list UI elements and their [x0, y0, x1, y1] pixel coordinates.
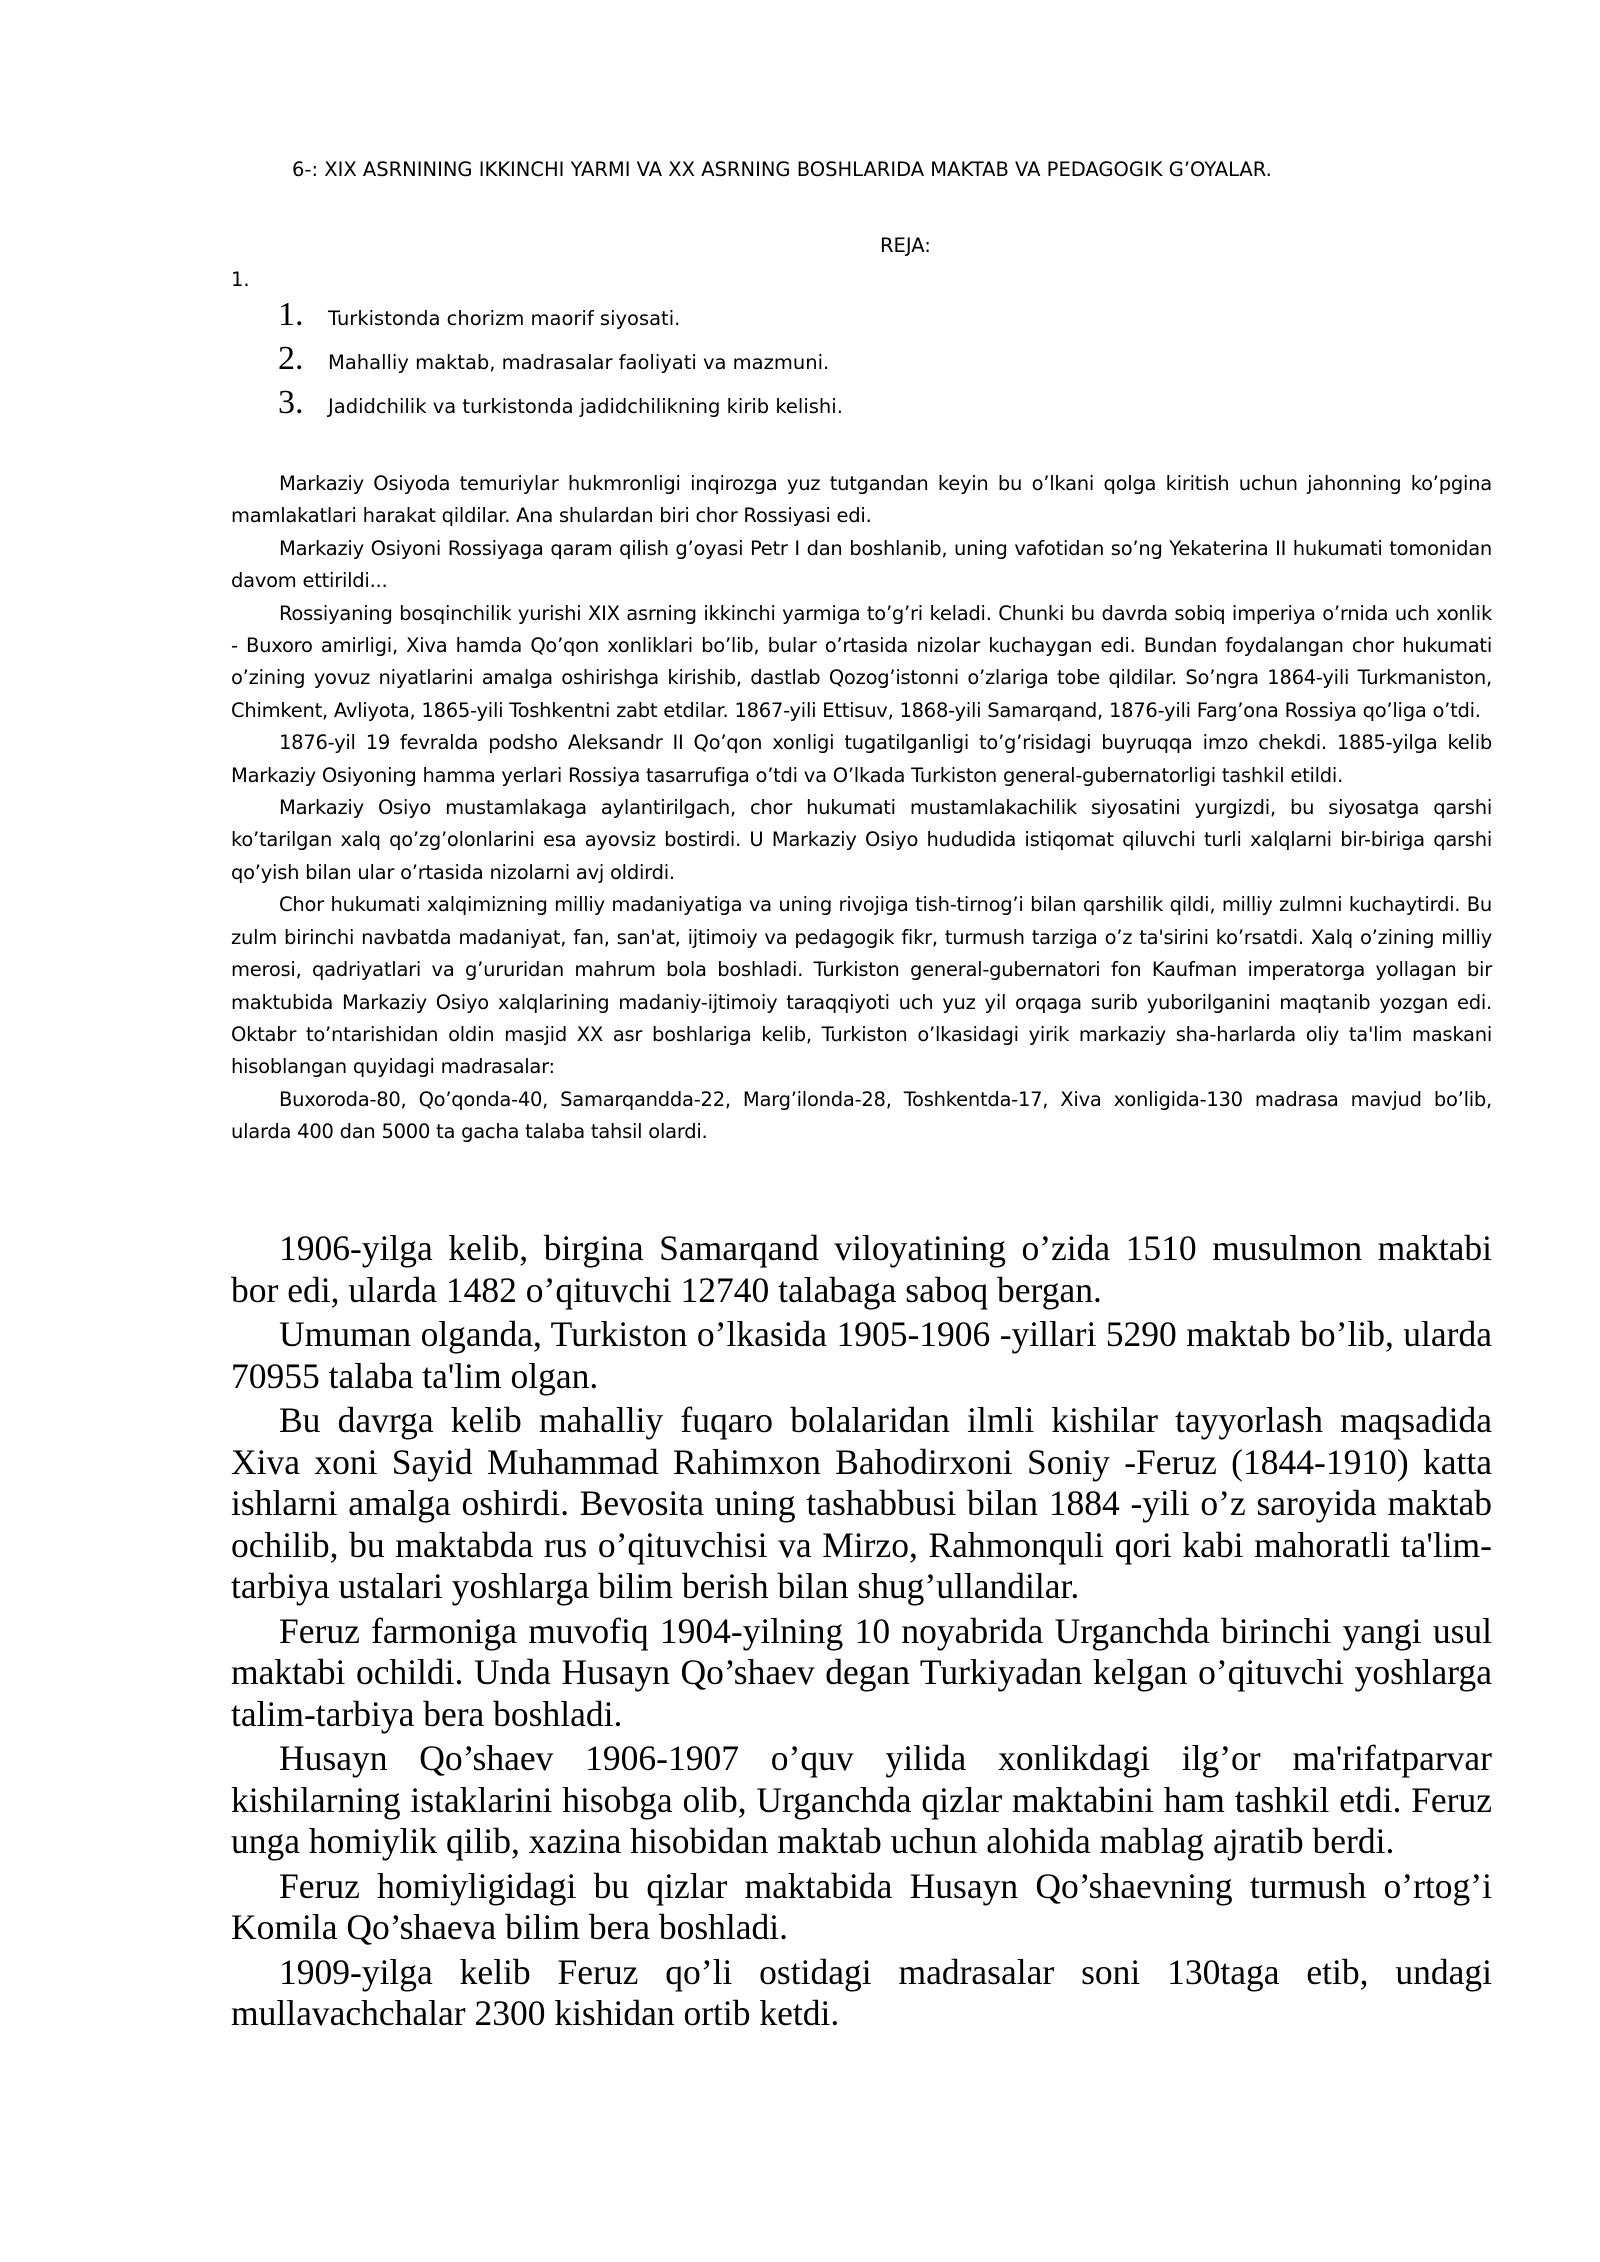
plan-heading: REJA:: [880, 234, 931, 257]
plan-item-number: 1.: [278, 296, 304, 333]
stray-list-marker: 1.: [231, 268, 250, 291]
body-paragraph-large: 1909-yilga kelib Feruz qo’li ostidagi madrasalar soni 130taga etib, undagi mullavachchalar 2300 kishidan ortib ketdi.: [231, 1951, 1492, 2033]
plan-item: [278, 384, 843, 428]
body-paragraph: Markaziy Osiyoda temuriylar hukmronligi inqirozga yuz tutgandan keyin bu o’lkani qolga kiritish uchun jahonning ko’pgina mamlakatlari harakat qildilar. Ana shulardan biri chor Rossiyasi edi.: [231, 472, 1492, 528]
plan-item-number: 3.: [278, 384, 304, 421]
body-paragraph-large: Husayn Qo’shaev 1906-1907 o’quv yilida xonlikdagi ilg’or ma'rifatparvar kishilarning istaklarini hisobga olib, Urganchda qizlar maktabini ham tashkil etdi. Feruz unga homiylik qilib, xazina hisobidan maktab uchun alohida mablag ajratib berdi.: [231, 1738, 1492, 1861]
body-paragraph-large: Bu davrga kelib mahalliy fuqaro bolalaridan ilmli kishilar tayyorlash maqsadida Xiva xoni Sayid Muhammad Rahimxon Bahodirxoni Soniy -Feruz (1844-1910) katta ishlarni amalga oshirdi. Bevosita uning tashabbusi bilan 1884 -yili o’z saroyida maktab ochilib, bu maktabda rus o’qituvchisi va Mirzo, Rahmonquli qori kabi mahoratli ta'lim-tarbiya ustalari yoshlarga bilim berish bilan shug’ullandilar.: [231, 1400, 1492, 1606]
plan-item-text: Jadidchilik va turkistonda jadidchilikning kirib kelishi.: [328, 395, 843, 418]
plan-item-text: Turkistonda chorizm maorif siyosati.: [328, 307, 681, 330]
body-paragraph: Buxoroda-80, Qo’qonda-40, Samarqandda-22, Marg’ilonda-28, Toshkentda-17, Xiva xonligida-130 madrasa mavjud bo’lib, ularda 400 dan 5000 ta gacha talaba tahsil olardi.: [231, 1087, 1492, 1144]
body-paragraph: Chor hukumati xalqimizning milliy madaniyatiga va uning rivojiga tish-tirnog’i bilan qarshilik qildi, milliy zulmni kuchaytirdi. Bu zulm birinchi navbatda madaniyat, fan, san'at, ijtimoiy va pedagogik fikr, turmush tarziga o’z ta'sirini ko’rsatdi. Xalq o’zining milliy merosi, qadriyatlari va g’ururidan mahrum bola boshladi. Turkiston general-gubernatori fon Kaufman imperatorga yollagan bir maktubida Markaziy Osiyo xalqlarining madaniy-ijtimoiy taraqqiyoti uch yuz yil orqaga surib yuborilganini maqtanib yozgan edi. Oktabr to’ntarishidan oldin masjid XX asr boshlariga kelib, Turkiston o’lkasidagi yirik markaziy sha-harlarda oliy ta'lim maskani hisoblangan quyidagi madrasalar:: [231, 893, 1492, 1079]
plan-list: [278, 296, 843, 428]
body-paragraph-large: 1906-yilga kelib, birgina Samarqand viloyatining o’zida 1510 musulmon maktabi bor edi, ularda 1482 o’qituvchi 12740 talabaga saboq bergan.: [231, 1228, 1492, 1310]
plan-item-number: 2.: [278, 340, 304, 377]
body-paragraph-large: Umuman olganda, Turkiston o’lkasida 1905-1906 -yillari 5290 maktab bo’lib, ularda 70955 talaba ta'lim olgan.: [231, 1314, 1492, 1396]
body-paragraph: 1876-yil 19 fevralda podsho Aleksandr II Qo’qon xonligi tugatilganligi to’g’risidagi buyruqqa imzo chekdi. 1885-yilga kelib Markaziy Osiyoning hamma yerlari Rossiya tasarrufiga o’tdi va O’lkada Turkiston general-gubernatorligi tashkil etildi.: [231, 731, 1492, 787]
body-paragraph: Markaziy Osiyoni Rossiyaga qaram qilish g’oyasi Petr I dan boshlanib, uning vafotidan so’ng Yekaterina II hukumati tomonidan davom ettirildi...: [231, 536, 1492, 593]
body-paragraph-large: Feruz farmoniga muvofiq 1904-yilning 10 noyabrida Urganchda birinchi yangi usul maktabi ochildi. Unda Husayn Qo’shaev degan Turkiyadan kelgan o’qituvchi yoshlarga talim-tarbiya bera boshladi.: [231, 1610, 1492, 1734]
body-paragraph-large: Feruz homiyligidagi bu qizlar maktabida Husayn Qo’shaevning turmush o’rtog’i Komila Qo’shaeva bilim bera boshladi.: [231, 1865, 1492, 1947]
large-text-section: [231, 1228, 1492, 2038]
plan-item: [278, 296, 843, 340]
body-paragraph: Rossiyaning bosqinchilik yurishi XIX asrning ikkinchi yarmiga to’g’ri keladi. Chunki bu davrda sobiq imperiya o’rnida uch xonlik - Buxoro amirligi, Xiva hamda Qo’qon xonliklari bo’lib, bular o’rtasida nizolar kuchaygan edi. Bundan foydalangan chor hukumati o’zining yovuz niyatlarini amalga oshirishga kirishib, dastlab Qozog’istonni o’zlariga tobe qildilar. So’ngra 1864-yili Turkmaniston, Chimkent, Avliyota, 1865-yili Toshkentni zabt etdilar. 1867-yili Ettisuv, 1868-yili Samarqand, 1876-yili Farg’ona Rossiya qo’liga o’tdi.: [231, 601, 1492, 722]
document-title: 6-: XIX ASRNINING IKKINCHI YARMI VA XX ASRNING BOSHLARIDA MAKTAB VA PEDAGOGIK G’OYALAR.: [292, 158, 1272, 181]
body-paragraph: Markaziy Osiyo mustamlakaga aylantirilgach, chor hukumati mustamlakachilik siyosatini yurgizdi, bu siyosatga qarshi ko’tarilgan xalq qo’zg’olonlarini esa ayovsiz bostirdi. U Markaziy Osiyo hududida istiqomat qiluvchi turli xalqlarni bir-biriga qarshi qo’yish bilan ular o’rtasida nizolarni avj oldirdi.: [231, 796, 1492, 884]
plan-item: [278, 340, 843, 384]
small-text-section: [231, 468, 1492, 1149]
plan-item-text: Mahalliy maktab, madrasalar faoliyati va mazmuni.: [328, 351, 830, 374]
